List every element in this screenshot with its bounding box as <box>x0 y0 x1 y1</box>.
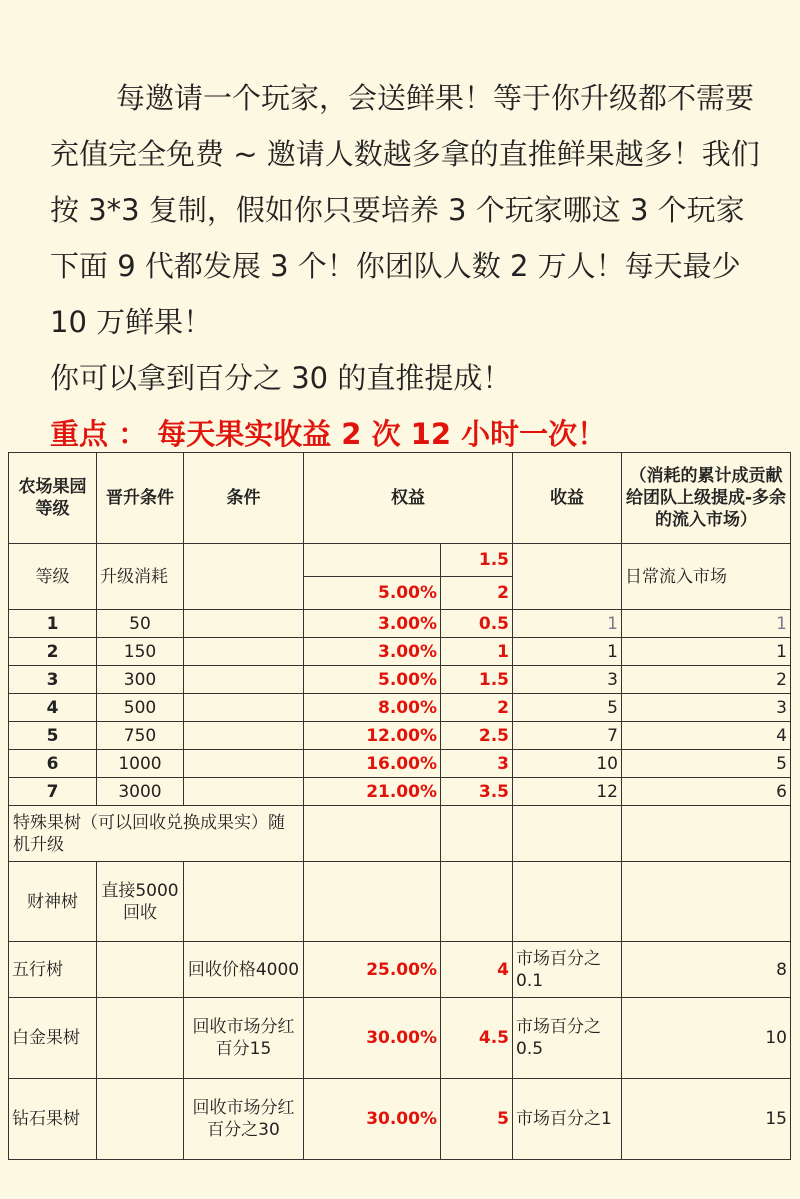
income-cell: 市场百分之1 <box>513 1079 622 1160</box>
pct-cell: 21.00% <box>304 778 441 806</box>
condition-cell <box>184 750 304 778</box>
subheader-promotion: 升级消耗 <box>97 544 184 610</box>
subheader-rights-b-bottom: 2 <box>441 577 513 610</box>
pct-cell: 3.00% <box>304 638 441 666</box>
mult-cell: 3 <box>441 750 513 778</box>
note-cell: 1 <box>622 638 791 666</box>
header-level: 农场果园等级 <box>9 453 97 544</box>
table-row <box>9 778 791 806</box>
table-row <box>9 942 791 998</box>
pct-cell: 30.00% <box>304 1079 441 1160</box>
pct-cell: 5.00% <box>304 666 441 694</box>
empty-cell <box>304 862 441 942</box>
table-row <box>9 610 791 638</box>
empty-cell <box>97 942 184 998</box>
intro-paragraph-1: 每邀请一个玩家，会送鲜果！等于你升级都不需要充值完全免费 ~ 邀请人数越多拿的直推鲜果越多！我们按 3*3 复制，假如你只要培养 3 个玩家哪这 3 个玩家下面 9 代都发展 3 个！你团队人数 2 万人！每天最少 10 万鲜果！ <box>50 81 760 339</box>
table-row <box>9 1079 791 1160</box>
header-income: 收益 <box>513 453 622 544</box>
condition-cell: 回收市场分红百分之30 <box>184 1079 304 1160</box>
header-rights: 权益 <box>304 453 513 544</box>
tree-name-cell: 钻石果树 <box>9 1079 97 1160</box>
empty-cell <box>97 1079 184 1160</box>
cost-cell: 500 <box>97 694 184 722</box>
mult-cell: 0.5 <box>441 610 513 638</box>
subheader-rights-b-top: 1.5 <box>441 544 513 577</box>
mult-cell: 4 <box>441 942 513 998</box>
special-title-row <box>9 806 791 862</box>
pct-cell: 30.00% <box>304 998 441 1079</box>
level-cell: 5 <box>9 722 97 750</box>
condition-cell <box>184 722 304 750</box>
subheader-condition <box>184 544 304 610</box>
condition-cell <box>184 778 304 806</box>
mult-cell: 3.5 <box>441 778 513 806</box>
income-cell: 1 <box>513 610 622 638</box>
cost-cell: 300 <box>97 666 184 694</box>
header-note: （消耗的累计成贡献给团队上级提成-多余的流入市场） <box>622 453 791 544</box>
caishen-row <box>9 862 791 942</box>
empty-cell <box>304 806 441 862</box>
note-cell: 4 <box>622 722 791 750</box>
mult-cell: 5 <box>441 1079 513 1160</box>
income-cell: 12 <box>513 778 622 806</box>
mult-cell: 2.5 <box>441 722 513 750</box>
intro-text <box>50 70 770 462</box>
condition-cell <box>184 638 304 666</box>
subheader-row-top <box>9 544 791 577</box>
table-row <box>9 722 791 750</box>
subheader-rights-a-bottom: 5.00% <box>304 577 441 610</box>
special-title: 特殊果树（可以回收兑换成果实）随机升级 <box>9 806 304 862</box>
mult-cell: 1 <box>441 638 513 666</box>
empty-cell <box>513 862 622 942</box>
promotion-cell: 直接5000回收 <box>97 862 184 942</box>
income-cell: 市场百分之0.5 <box>513 998 622 1079</box>
level-cell: 6 <box>9 750 97 778</box>
note-cell: 1 <box>622 610 791 638</box>
empty-cell <box>622 862 791 942</box>
level-cell: 2 <box>9 638 97 666</box>
income-cell: 7 <box>513 722 622 750</box>
note-cell: 2 <box>622 666 791 694</box>
income-cell: 市场百分之0.1 <box>513 942 622 998</box>
subheader-income <box>513 544 622 610</box>
level-cell: 4 <box>9 694 97 722</box>
level-cell: 3 <box>9 666 97 694</box>
empty-cell <box>441 862 513 942</box>
cost-cell: 150 <box>97 638 184 666</box>
income-cell: 3 <box>513 666 622 694</box>
income-cell: 5 <box>513 694 622 722</box>
intro-highlight: 重点 ： 每天果实收益 2 次 12 小时一次！ <box>50 417 607 451</box>
intro-paragraph-2: 你可以拿到百分之 30 的直推提成！ <box>50 361 512 395</box>
tree-name-cell: 白金果树 <box>9 998 97 1079</box>
condition-cell <box>184 610 304 638</box>
cost-cell: 3000 <box>97 778 184 806</box>
subheader-rights-a-top <box>304 544 441 577</box>
cost-cell: 750 <box>97 722 184 750</box>
cost-cell: 50 <box>97 610 184 638</box>
tree-name-cell: 财神树 <box>9 862 97 942</box>
pct-cell: 25.00% <box>304 942 441 998</box>
empty-cell <box>97 998 184 1079</box>
note-cell: 10 <box>622 998 791 1079</box>
note-cell: 3 <box>622 694 791 722</box>
pct-cell: 3.00% <box>304 610 441 638</box>
empty-cell <box>622 806 791 862</box>
table-row <box>9 694 791 722</box>
note-cell: 5 <box>622 750 791 778</box>
subheader-level: 等级 <box>9 544 97 610</box>
note-cell: 15 <box>622 1079 791 1160</box>
condition-cell: 回收市场分红百分15 <box>184 998 304 1079</box>
condition-cell: 回收价格4000 <box>184 942 304 998</box>
header-row <box>9 453 791 544</box>
pct-cell: 12.00% <box>304 722 441 750</box>
income-cell: 1 <box>513 638 622 666</box>
level-cell: 1 <box>9 610 97 638</box>
pct-cell: 16.00% <box>304 750 441 778</box>
table-row <box>9 998 791 1079</box>
tree-name-cell: 五行树 <box>9 942 97 998</box>
header-condition: 条件 <box>184 453 304 544</box>
mult-cell: 2 <box>441 694 513 722</box>
header-promotion: 晋升条件 <box>97 453 184 544</box>
farm-level-table <box>8 452 791 1160</box>
condition-cell <box>184 694 304 722</box>
empty-cell <box>513 806 622 862</box>
mult-cell: 1.5 <box>441 666 513 694</box>
table-row <box>9 638 791 666</box>
level-cell: 7 <box>9 778 97 806</box>
table-row <box>9 750 791 778</box>
subheader-note: 日常流入市场 <box>622 544 791 610</box>
note-cell: 6 <box>622 778 791 806</box>
table-row <box>9 666 791 694</box>
cost-cell: 1000 <box>97 750 184 778</box>
empty-cell <box>184 862 304 942</box>
pct-cell: 8.00% <box>304 694 441 722</box>
note-cell: 8 <box>622 942 791 998</box>
condition-cell <box>184 666 304 694</box>
income-cell: 10 <box>513 750 622 778</box>
mult-cell: 4.5 <box>441 998 513 1079</box>
empty-cell <box>441 806 513 862</box>
